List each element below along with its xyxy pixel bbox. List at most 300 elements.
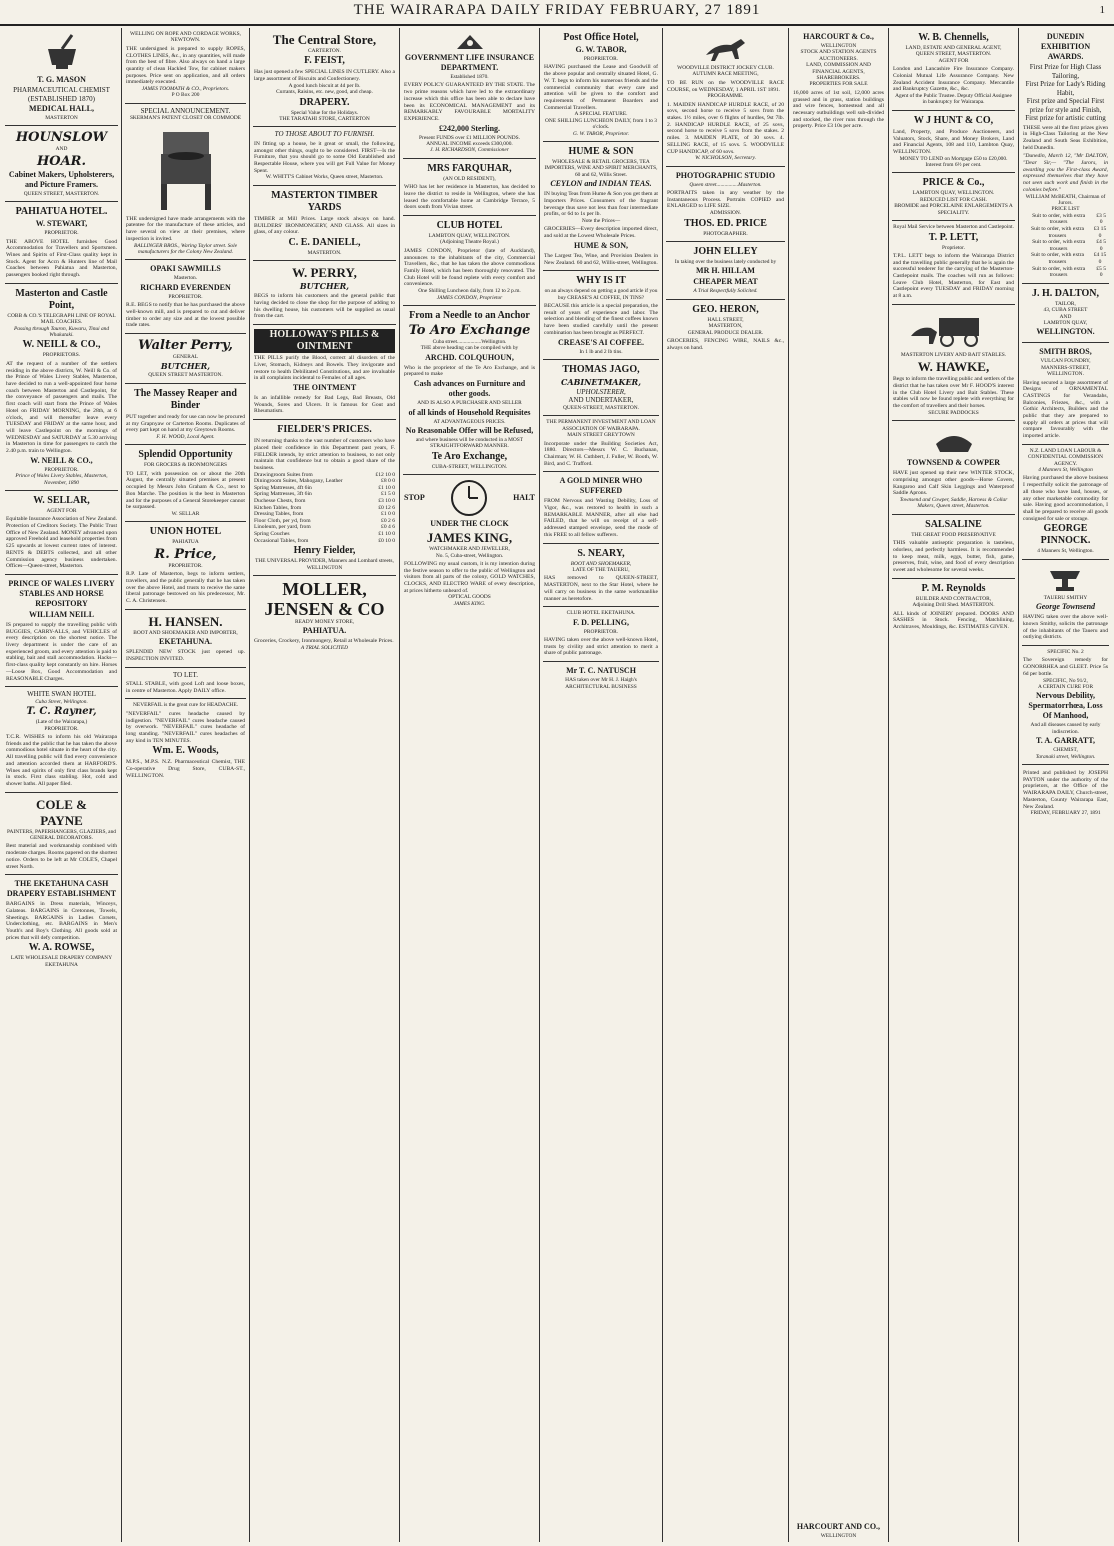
perry2-text: BEGS to inform his customers and the general public that having decided to close the shop for the purpose of adding to his dwelling house, his customers will be supplied as usual from the cart. (254, 293, 395, 320)
price-row (254, 472, 395, 479)
specific-title: SPECIFIC No. 2 (1047, 649, 1084, 656)
photo-place: Queen street................Masterton. (689, 181, 762, 188)
aro-refused: No Reasonable Offer will be Refused, (405, 425, 534, 435)
lett-title: T. P. LETT, (928, 231, 979, 243)
neill-prop: PROPRIETORS. (42, 352, 81, 359)
heron-sub: HALL STREET, (707, 316, 744, 323)
price-row (1023, 239, 1108, 252)
harcourt-footer (792, 1521, 885, 1539)
neill-text: AT the request of a number of the settlers residing in the above districts, W. Neill & Co. of the Prince of Wales Livery Stables, Masterton, have decided to run a well-appointed four horse coach between Masterton and Castlepoint, for the conveyance of passengers and mails. The first coach will start from the Prince of Wales Hotel on FRIDAY MORNING, the 28th, at 6 o'clock, and will thereafter leave every TUESDAY and FRIDAY at the same hour, and will leave Castlepoint on the mornings of WEDNESDAY and SATURDAY at 5.30 arriving in Masterton in time for passengers to catch the 2.40 p.m. train to Wellington. (6, 360, 117, 455)
woods-text: M.P.S., M.P.S. N.Z. Pharmaceutical Chemist, THE Co-operative Drug Store, CUBA-ST., WELLINGTON. (126, 759, 245, 779)
castle-sub: COBB & CO.'S TELEGRAPH LINE OF ROYAL MAIL COACHES. (7, 312, 116, 326)
hansen-place: EKETAHUNA. (159, 637, 212, 647)
price-row (1023, 213, 1108, 226)
gov-est: Established 1870. (450, 74, 489, 80)
harcourt-place: WELLINGTON (820, 43, 857, 49)
pelling-text: HAVING taken over the above well-known Hotel, trusts by civility and strict attention to merit a share of public patronage. (544, 637, 658, 657)
club-title: CLUB HOTEL (436, 220, 503, 232)
jago-title: THOMAS JAGO, (562, 363, 640, 375)
heron-title: GEO. HERON, (692, 303, 759, 315)
chennells-sub: LAND, ESTATE AND GENERAL AGENT, (905, 45, 1002, 51)
pricecoy-place: LAMBTON QUAY, WELLINGTON. (912, 190, 995, 197)
ad-hounslow (5, 126, 118, 202)
timber-sign: C. E. DANIELL, (288, 236, 361, 248)
horse-racing-icon (701, 33, 751, 63)
fielder-price-list (254, 472, 395, 545)
livery-title: PRINCE OF WALES LIVERY STABLES AND HORSE REPOSITORY (8, 578, 115, 608)
price-item: Suit to order, with extra trousers (1030, 252, 1085, 265)
gold-title: A GOLD MINER WHO SUFFERED (559, 476, 643, 496)
club-sub: (Adjoining Theatre Royal.) (440, 239, 499, 246)
whiteswan-late: (Late of the Wairarapa,) (35, 719, 88, 726)
king-title: JAMES KING, (426, 530, 513, 546)
paddocks-title: SECURE PADDOCKS (928, 409, 979, 416)
salsaline-title: SALSALINE (925, 518, 982, 530)
price-title: R. Price, (154, 546, 217, 562)
ad-townsend-cowper (892, 421, 1015, 515)
reaper-sign: F. H. WOOD, Local Agent. (156, 433, 215, 440)
price-row (254, 524, 395, 531)
aro-buyer: AND IS ALSO A PURCHASER AND SELLER (417, 400, 522, 407)
opaki-title: OPAKI SAWMILLS (150, 264, 221, 274)
hansen-title: H. HANSEN. (148, 613, 223, 629)
saddle-icon (932, 426, 976, 456)
fielder-title: FIELDER'S PRICES. (277, 424, 372, 436)
ad-why-is-it (543, 271, 659, 360)
price-value: £12 10 0 (375, 471, 395, 478)
moller-place: PAHIATUA. (302, 626, 347, 636)
thos-price-sub: PHOTOGRAPHER. (703, 230, 748, 237)
po-sign: G. W. TABOR, Proprietor. (573, 130, 629, 137)
ad-government-life (403, 28, 536, 159)
ad-hansen (125, 610, 246, 668)
gov-title: GOVERNMENT LIFE INSURANCE DEPARTMENT. (404, 53, 535, 72)
mason-line4: MASTERTON (45, 115, 78, 121)
livery-text: IS prepared to supply the travelling public with BUGGIES, CARRY-ALLS, and VEHICLES of every description on the shortest notice. The livery department is under the care of an experienced groom, and every attention is paid to stabling, bait and stall accommodation. Hacks—first-class quality kept constantly on hire. Horses—Loose Box, Good Accommodation and REASONABLE Charges. (6, 621, 117, 682)
dunedin-text: THESE were all the first prizes given in High-Class Tailoring at the New Zealand and South Seas Exhibition, held Dunedin. (1023, 124, 1108, 151)
tauer-title: TAUERU SMITHY (1043, 594, 1088, 601)
elley-text: In taking over the business lately conducted by (674, 258, 777, 265)
notice-text: THE undersigned have made arrangements with the patentee for the manufacture of these articles, and have several on view at their premises, where inspection is invited. (126, 215, 245, 242)
price-row (254, 531, 395, 538)
price-value: £1 5 0 (381, 491, 395, 498)
perry2-title: W. PERRY, (292, 265, 357, 281)
ad-photographic-studio (666, 167, 785, 242)
hansen-text: SPLENDID NEW STOCK just opened up. INSPECTION INVITED. (126, 649, 245, 662)
column-9 (1019, 28, 1112, 1542)
lett-text: T.P.L. LETT begs to inform the Wairarapa District and the travelling public generally that he is again the successful tenderer for the carrying of the Masterton-Castlepoint mails. The coaches will run as follows: Leave Club Hotel, Masterton, for East and Castlepoint every TUESDAY and FRIDAY morning at 8 a.m. (893, 252, 1014, 300)
club-text: JAMES CONDON, Proprietor (late of Auckland), announces to the inhabitants of the city, Commercial Travellers, &c., that he has taken the above commodious Family Hotel, which has been thoroughly renovated. The Club Hotel will be found replete with every comfort and convenience. (404, 247, 535, 288)
heron-foot: GROCERIES, FENCING WIRE, NAILS &c., always on hand. (667, 338, 784, 351)
neary-title: S. NEARY, (577, 547, 625, 559)
neary-sub: BOOT AND SHOEMAKER, (570, 560, 632, 567)
pricecoy-title: PRICE & Co., (922, 177, 985, 189)
reynolds-sub: BUILDER AND CONTRACTOR, (915, 595, 992, 602)
whiteswan-place: Cuba Street, Wellington. (35, 698, 88, 705)
union-place: PAHIATUA (172, 539, 199, 546)
ad-price-co (892, 173, 1015, 221)
splendid-sign: W. SELLAR (171, 510, 200, 517)
pricelist-title: PRICE LIST (1051, 206, 1080, 213)
woods-title: Wm. E. Woods, (152, 745, 219, 757)
price-row (1023, 266, 1108, 279)
price-item: Drawingroom Suites from (254, 471, 313, 478)
hume-sub: WHOLESALE & RETAIL GROCERS, TEA IMPORTERS, WINE AND SPIRIT MERCHANTS, 60 and 62, Willis Street. (544, 158, 658, 178)
jockey-sign: W. NICHOLSON, Secretary. (695, 155, 756, 162)
ad-specific (1022, 646, 1109, 765)
reaper-title: The Massey Reaper and Binder (134, 387, 237, 411)
price-item: Kitchen Tables, from (254, 504, 302, 511)
rope-sign: JAMES TOOMATH & CO., Proprietors. (141, 86, 230, 93)
ad-gold-miner (543, 472, 659, 543)
dunedin-line2: First Prize for Lady's Riding Habit, (1025, 80, 1106, 97)
ad-livery (5, 575, 118, 687)
clock-title: UNDER THE CLOCK (430, 519, 509, 529)
natusch-title: Mr T. C. NATUSCH (566, 666, 636, 676)
natusch-text: HAS taken over Mr H. J. Haigh's ARCHITECTURAL BUSINESS (565, 677, 637, 690)
castle-text: Passing through Tauron, Kuwaru, Tinui and Whakataki. (13, 325, 110, 339)
price-value: £0 2 6 (381, 517, 395, 524)
mortar-pestle-icon (42, 33, 82, 73)
aro-cash: Cash advances on Furniture and other goods. (413, 379, 526, 399)
pinnock-title: GEORGE PINNOCK. (1040, 523, 1091, 547)
price-item: Spring Mattresses, 4ft 6in (254, 484, 312, 491)
ad-rope-works (125, 28, 246, 104)
dalton-sub: TAILOR, (1055, 300, 1076, 307)
jago-sub2: UPHOLSTERER, (576, 387, 626, 396)
price-value: £3 15 0 (1093, 225, 1107, 239)
jago-sub: CABINETMAKER, (561, 376, 641, 387)
aro-title: To Aro Exchange (408, 322, 531, 338)
dalton-and: AND (1059, 313, 1072, 320)
photo-admission: ADMISSION. (709, 210, 742, 217)
ointment-title: THE OINTMENT (292, 383, 357, 392)
price-value: £1 10 0 (378, 484, 395, 491)
dunedin-line4: First prize for artistic cutting (1025, 114, 1106, 122)
hume-note: Note the Prices— (581, 217, 621, 224)
feist-name: F. FEIST, (304, 55, 345, 67)
price-value: £1 0 0 (381, 511, 395, 518)
why-text: on an always depend on getting a good article if you buy CREASE'S AI COFFEE, IN TINS? (544, 288, 658, 301)
price-item: Suit to order, with extra trousers (1030, 225, 1085, 239)
whiteswan-text: T.C.R. WISHES to inform his old Wairarapa friends and the public that he has taken the above commodious hotel situate in the heart of the city. All travelling public will find every convenience and attention accorded them at HARFORD'S. Wines and spirits of only first class brands kept in stock. First class stabling. Hot, cold and shower baths. All paper filed. (6, 734, 117, 787)
aro-body: Who is the proprietor of the Te Aro Exchange, and is prepared to make (404, 364, 535, 378)
smith-title: SMITH BROS, (1039, 347, 1092, 357)
harcourt-props: PROPERTIES FOR SALE (809, 81, 868, 88)
smith-sub: VULCAN FOUNDRY, (1040, 358, 1091, 365)
hawke-title: W. HAWKE, (917, 359, 990, 375)
pahiatua-owner: W. STEWART, (35, 219, 88, 229)
ad-union-hotel (125, 522, 246, 609)
neverfail-text: "NEVERFAIL" cures headache caused by indigestion. "NEVERFAIL" cures headache caused by overwork. "NEVERFAIL" cures headache of long standing. "NEVERFAIL" cures headaches of any kind in TEN MINUTES. (126, 710, 245, 744)
rope-body: THE undersigned is prepared to supply ROPES, CLOTHES LINES, &c., in any quantities, will made from the best of fibre. Also always on hand a large quantity of clean Hackled Tow, for cabinet makers purposes. Price sent on application, and all orders immediately executed. (126, 45, 245, 86)
eket-title: THE EKETAHUNA CASH DRAPERY ESTABLISHMENT (6, 879, 117, 899)
photo-text: PORTRAITS taken in any weather by the Instantaneous Process. Portraits COPIED and ENLARGED to LIFE SIZE. (667, 190, 784, 210)
dunedin-title: DUNEDIN EXHIBITION AWARDS. (1040, 32, 1091, 61)
price-value: £4 5 0 (1096, 239, 1106, 252)
price-row (1023, 252, 1108, 265)
po-title: Post Office Hotel, (563, 32, 639, 43)
garratt-title: T. A. GARRATT, (1036, 736, 1095, 746)
permanent-title: THE PERMANENT INVESTMENT AND LOAN ASSOCIATION OF WAIRARAPA. (546, 419, 656, 432)
ad-central-store (253, 28, 396, 127)
harcourt-title: HARCOURT & Co., (803, 32, 874, 41)
specific-sub: SPECIFIC, No 91/2, (1043, 677, 1088, 684)
reynolds-title: P. M. Reynolds (921, 582, 986, 594)
hume-tea: CEYLON and INDIAN TEAS. (550, 179, 652, 189)
sellar-text: Equitable Insurance Association of New Zealand. Protection of Creditors Society. The Public Trust Office of New Zealand. MONEY advanced upon approved Freehold and leasehold properties from £25 upwards at lowest current rates of interest. RENTS & DEBTS collected, and all other Commission agency business undertaken. Offices—Queen-street, Masterton. (6, 516, 117, 570)
ad-s-neary (543, 544, 659, 608)
column-3 (250, 28, 400, 1542)
splendid-sub: FOR GROCERS & IRONMONGERS (143, 462, 228, 469)
crease-title: CREASE'S AI COFFEE. (557, 337, 645, 347)
neill-sign: W. NEILL & CO., (30, 455, 93, 465)
price-item: Diningroom Suites, Mahogany, Leather (254, 478, 343, 485)
perry-title: Walter Perry, (138, 338, 233, 353)
drapery-title: DRAPERY. (299, 96, 350, 108)
column-4 (400, 28, 540, 1542)
tolet-title: TO LET. (172, 670, 198, 679)
jago-sub3: AND UNDERTAKER, (568, 396, 634, 405)
price-row (254, 491, 395, 498)
price-item: Dressing Tables, from (254, 511, 304, 518)
photo-title: PHOTOGRAPHIC STUDIO (675, 170, 776, 180)
price-value: £0 4 6 (381, 524, 395, 531)
moller-foot: A TRIAL SOLICITED (300, 645, 349, 652)
harcourt-text: 16,000 acres of 1st soil, 12,000 acres grassed and in grass, station buildings and wire fences, homestead and all necessary outbuildings well sub-divided and stocked, the river runs through the property. Price £3 10s per acre. (793, 89, 884, 130)
price-row (254, 478, 395, 485)
harcourt-sub: STOCK AND STATION AGENTS AUCTIONEERS. (800, 49, 877, 62)
gov-sign: J. H. RICHARDSON, Commissioner (430, 147, 509, 154)
dunedin-sign: WILLIAM McBEATH, Chairman of Jurors. (1025, 193, 1106, 206)
aro-goods: of all kinds of Household Requisites (408, 407, 531, 417)
cole-text: Best material and workmanship combined with moderate charges. Rooms papered on the shortest notice. Orders to be left at Mr COLE'S, Chapel street North. (6, 843, 117, 870)
ad-reynolds (892, 579, 1015, 635)
rope-text: WELLING ON ROPE AND CORDAGE WORKS, NEWTOWN. (129, 31, 241, 44)
price-item: Suit to order, with extra trousers (1032, 212, 1086, 226)
masthead (0, 2, 1114, 26)
farquhar-sub: (AN OLD RESIDENT), (443, 175, 496, 182)
evenden-title: RICHARD EVERENDEN (140, 282, 231, 292)
timber-place: MASTERTON. (307, 249, 342, 256)
hoar-name: HOAR. (36, 153, 87, 169)
ad-geo-heron (666, 300, 785, 356)
ad-commode (125, 104, 246, 261)
po-text: HAVING purchased the Lease and Goodwill of the above popular and centrally situated Hotel, G. W. T. begs to inform his numerous friends and the commercial community that every care and attention will be given to the comfort and requirements of Permanent Boarders and Commercial Travellers. (544, 64, 658, 111)
hume-title: HUME & SON (568, 145, 634, 157)
price-item: Occasional Tables, from (254, 537, 309, 544)
garratt-place: Taranaki street, Wellington. (1035, 753, 1096, 760)
perry2-sub: BUTCHER, (299, 281, 350, 292)
king-sign: JAMES KING. (453, 600, 486, 607)
elley-cheaper: CHEAPER MEAT (693, 277, 758, 287)
dalton-place: WELLINGTON. (1036, 327, 1095, 337)
harcourt-foot: HARCOURT AND CO., (796, 1521, 881, 1531)
aro-title2: Te Aro Exchange, (431, 450, 508, 462)
ad-smith-bros (1022, 343, 1109, 445)
king-text: FOLLOWING my usual custom, it is my intention during the festive season to offer to the public of Wellington and visitors from all parts of the colony, GOLD WATCHES, CLOCKS, AND ELECTRO WARE of every description, at prices hitherto unheard of. (404, 560, 535, 594)
dalton-title: J. H. DALTON, (1032, 287, 1099, 299)
neill-sign3: Prince of Wales Livery Stables, Masterton, November, 1890 (15, 473, 108, 486)
rowse-sub: LATE WHOLESALE DRAPERY COMPANY EKETAHUNA (10, 955, 113, 968)
ad-dalton (1022, 284, 1109, 344)
jockey-prog: PROGRAMME. (707, 93, 744, 100)
king-place: No. 5, Cuba-street, Wellington. (435, 552, 504, 559)
lett-prop: Proprietor. (942, 244, 965, 251)
price-row (254, 511, 395, 518)
ad-hume-son (543, 142, 659, 271)
mason-line3: MEDICAL HALL, (29, 104, 94, 113)
masthead-title: THE WAIRARAPA DAILY FRIDAY FEBRUARY, 27 1891 (353, 2, 761, 18)
hawke-text: Begs to inform the travelling public and settlers of the district that he has taken over Mr F. HOOD'S interest in the Club Hotel Livery and Bait Stables. These stables will now be found replete with everything for the comfort of travellers and their horses. (893, 376, 1015, 410)
holloway-text: THE PILLS purify the Blood, correct all disorders of the Liver, Stomach, Kidneys and Bowels. They invigorate and restore to health Debilitated Constitutions, and are invaluable in all complaints incidental to Females of all ages. (254, 355, 395, 382)
column-5 (540, 28, 663, 1542)
thos-price-title: THOS. ED. PRICE (684, 217, 767, 229)
ad-royal-mail (892, 221, 1015, 305)
townsend-text: HAVE just opened up their new WINTER STOCK, comprising amongst other goods—Horse Covers, Kangaroo and Calf Skin Leggings and Waterproof Saddle Aprons. (893, 470, 1014, 497)
whiteswan-prop: PROPRIETOR. (44, 725, 79, 732)
column-8 (889, 28, 1019, 1542)
price-value: £3 5 0 (1096, 212, 1106, 226)
ad-pahiatua-hotel (5, 202, 118, 284)
ad-neverfail (125, 699, 246, 783)
price-item: Spring Mattresses, 3ft 6in (254, 491, 312, 498)
gov-funds: Present FUNDS over £1 MILLION POUNDS. (419, 134, 520, 141)
pahiatua-prop: PROPRIETOR. (44, 230, 79, 237)
column-7 (789, 28, 889, 1542)
clock-banner (404, 478, 535, 518)
tauer-owner: George Townsend (1035, 602, 1096, 612)
ad-hawke-stables (892, 305, 1015, 421)
ad-james-king (403, 475, 536, 611)
neill-sign2: PROPRIETOR. (44, 466, 79, 473)
feist-line2: Currants, Raisins, etc. new, good, and cheap. (276, 89, 373, 96)
chennells-place: QUEEN STREET, MASTERTON. (915, 51, 992, 58)
whiteswan-title: WHITE SWAN HOTEL (27, 690, 96, 699)
ad-timber-yards (253, 186, 396, 262)
ad-dunedin-awards (1022, 28, 1109, 284)
gov-amount: £242,000 Sterling. (438, 123, 501, 133)
ad-hunt (892, 111, 1015, 174)
ad-natusch (543, 662, 659, 694)
dunedin-line3: First prize and Special First prize for style and Finish, (1026, 97, 1105, 114)
moller-title: MOLLER, JENSEN & CO (264, 578, 385, 619)
ad-furnish (253, 127, 396, 185)
perry-place: QUEEN STREET MASTERTON. (148, 372, 223, 379)
po-feature: A SPECIAL FEATURE. (574, 111, 628, 118)
ad-walter-perry (125, 334, 246, 384)
townsend-title: TOWNSEND & COWPER (906, 458, 1001, 468)
hunt-money: MONEY TO LEND on Mortgage £50 to £20,000. Interest from 6½ per cent. (899, 155, 1008, 169)
permanent-text: Incorporate under the Building Societies Act, 1880. Directors—Messrs W. C. Buchanan, Chairman; W. H. Cuthbert, J. Fuller, W. Booth, W. Bird, and C. Trafford. (544, 440, 658, 467)
neill-title: W. NEILL & CO., (22, 339, 101, 351)
fielder-sign: Henry Fielder, (293, 545, 356, 557)
ad-castle-point (5, 284, 118, 491)
timber-title: MASTERTON TIMBER YARDS (271, 189, 378, 213)
pahiatua-title: PAHIATUA HOTEL. (15, 206, 108, 218)
ad-thomas-jago (543, 360, 659, 416)
price-item: Floor Cloth, per yd, from (254, 517, 311, 524)
price-row (254, 498, 395, 505)
perry-sub: GENERAL (172, 354, 199, 360)
ad-taueru-smithy (1022, 560, 1109, 646)
taratahi-store: THE TARATAHI STORE, CARTERTON (279, 116, 370, 123)
ointment-text: Is an infallible remedy for Bad Legs, Bad Breasts, Old Wounds, Sores and Ulcers. It is famous for Gout and Rheumatism. (254, 395, 395, 415)
jockey-sub: AUTUMN RACE MEETING, (692, 71, 759, 78)
hume-text: IN buying Teas from Hume & Son you get them at Importers Prices. Consumers of the fragrant beverage thus save not less than four intermediate profits, or 6d to 1s per lb. (544, 191, 658, 218)
ad-john-elley (666, 242, 785, 300)
price-value: £3 10 0 (378, 498, 395, 504)
coach-illustration (909, 310, 999, 350)
gov-text: EVERY POLICY GUARANTEED BY THE STATE. The two prime reasons which have led to the extraordinary increase which this office has been able to declare have been its ECONOMICAL MANAGEMENT and its REMARKABLY FAVOURABLE MORTALITY EXPERIENCE. (404, 82, 535, 122)
splendid-title: Splendid Opportunity (138, 449, 233, 461)
holloway-title: HOLLOWAY'S PILLS & OINTMENT (254, 329, 395, 353)
price-row (1023, 226, 1108, 239)
pelling-title: CLUB HOTEL EKETAHUNA. (566, 610, 636, 617)
ad-w-perry (253, 261, 396, 325)
imprint-date: FRIDAY, FEBRUARY 27, 1891 (1030, 810, 1101, 817)
farquhar-title: MRS FARQUHAR, (427, 162, 512, 174)
rowse-title: W. A. ROWSE, (28, 942, 95, 954)
castle-title: Masterton and Castle Point, (15, 287, 108, 311)
dalton-addr: 43, CUBA STREET (1043, 307, 1088, 314)
jago-place: QUEEN-STREET, MASTERTON. (563, 404, 639, 411)
column-2 (122, 28, 250, 1542)
price-text: R.P. Late of Masterton, begs to inform settlers, travellers, and the public generally that he has taken over the above Hotel, and trusts to receive the same liberal patronage bestowed on his predecessor, Mr. C. A. Christensen. (126, 571, 245, 604)
perry-sub2: BUTCHER, (160, 361, 211, 372)
feist-line: A good lunch biscuit at 4d per lb. (288, 82, 361, 89)
king-sub: WATCHMAKER AND JEWELLER, (429, 546, 510, 553)
hansen-sub: BOOT AND SHOEMAKER AND IMPORTER, (133, 629, 238, 636)
dalton-price-list (1023, 213, 1108, 279)
central-place: CARTERTON. (308, 48, 341, 54)
columns (2, 28, 1112, 1542)
pricecoy-bromide: BROMIDE and PORCELAINE ENLARGEMENTS A SPECIALITY. (894, 203, 1013, 216)
ad-permanent-investment (543, 416, 659, 472)
ad-to-let (125, 668, 246, 700)
splendid-text: TO LET, with possession on or about the 20th August, the centrally situated premises at present occupied by Messrs John Graham & Co., next to Bon Marche. The position is the best in Masterton and for the purposes of a General Storekeeper cannot be surpassed. (126, 470, 245, 511)
whiteswan-owner: T. C. Rayner, (26, 706, 97, 718)
harcourt-sub2: LAND, COMMISSION AND FINANCIAL AGENTS, SHAREBROKERS. (806, 62, 871, 82)
notice-sign: BALLINGER BROS., Waring Taylor street. Sole manufacturers for the Colony New Zealand. (133, 242, 238, 255)
club-place: LAMBTON QUAY, WELLINGTON. (428, 233, 511, 240)
moller-text: Groceries, Crockery, Ironmongery, Retail at Wholesale Prices. (254, 638, 394, 645)
ad-eketahuna-drapery (5, 875, 118, 972)
elley-owner: MR H. HILLAM (696, 266, 755, 276)
furnish-title: TO THOSE ABOUT TO FURNISH. (274, 130, 375, 139)
farquhar-text: WHO has let her residence in Masterton, has decided to leave the district to reside in Wellington, where she has leased the comfortable home at Cambridge Terrace, 5 doors south from Vivian street. (404, 184, 535, 211)
mason-name: T. G. MASON (37, 75, 86, 84)
notice-sub: SKERMAN'S PATENT CLOSET OR COMMODE (129, 115, 242, 122)
smith-place: MANNERS-STREET, WELLINGTON. (1041, 364, 1090, 378)
crease-sub: In 1 lb and 2 lb tins. (579, 348, 623, 355)
aro-place: Cuba street..................Wellington. (432, 338, 507, 345)
specific-cure: A CERTAIN CURE FOR (1037, 683, 1094, 690)
reaper-text: PUT together and ready for use can now be procured at my Grapnyaw or Carterton Rooms. Duplicates of every part kept on hand at my Greytown Rooms. (126, 413, 245, 434)
ad-land-agency (1022, 445, 1109, 560)
ad-woodville-jockey-club (666, 28, 785, 167)
price-item: Linoleum, per yard, from (254, 524, 311, 531)
heron-place: MASTERTON, (708, 323, 743, 330)
opaki-place: Masterton. (173, 275, 198, 282)
chennells-text: London and Lancashire Fire Insurance Company. Colonial Mutual Life Assurance Company. New Zealand Accident Insurance Company. Mercantile and Bankruptcy Gazette, &c., &c. (893, 66, 1014, 93)
aro-prices: AT ADVANTAGEOUS PRICES. (433, 418, 506, 425)
pelling-owner: F. D. PELLING, (573, 617, 629, 627)
ad-harcourt (792, 28, 885, 1539)
ad-salsaline (892, 515, 1015, 579)
furnish-sign: W. WHITT'S Cabinet Works, Queen street, Masterton. (265, 174, 384, 181)
commode-chair-illustration (151, 124, 221, 214)
